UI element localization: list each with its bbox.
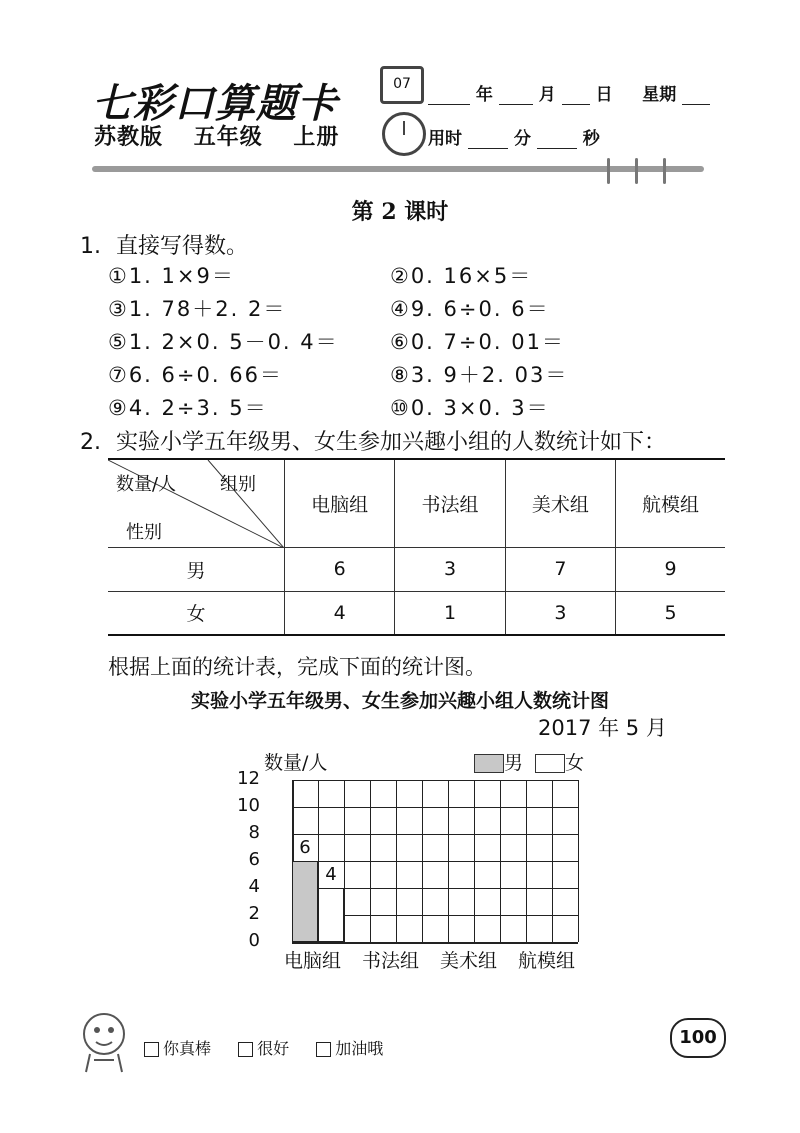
day-blank[interactable]	[562, 86, 590, 105]
chart-ylabel: 数量/人	[264, 752, 328, 774]
calendar-icon	[380, 66, 424, 104]
x-tick-label: 电脑组	[284, 950, 342, 972]
q1-prompt: 直接写得数。	[116, 234, 249, 259]
table-cell: 7	[505, 547, 615, 591]
grid-hline	[292, 834, 578, 835]
table-header-cell: 航模组	[616, 459, 725, 547]
grid-vline	[500, 780, 501, 942]
y-tick-label: 0	[248, 930, 260, 951]
bar-value-label: 6	[299, 837, 311, 858]
grid-vline	[396, 780, 397, 942]
y-tick-label: 10	[237, 795, 260, 816]
grid-vline	[448, 780, 449, 942]
calendar-day: 07	[393, 76, 411, 92]
year-label: 年	[475, 85, 493, 105]
year-blank[interactable]	[428, 86, 470, 105]
legend-male-swatch	[474, 754, 504, 773]
calc-item: ⑧3. 9＋2. 03＝	[390, 363, 569, 387]
y-tick-label: 4	[248, 876, 260, 897]
lesson-title: 第 2 课时	[351, 199, 449, 225]
minutes-label: 分	[513, 129, 531, 149]
page-number: 100	[670, 1018, 726, 1058]
edition-publisher: 苏教版	[94, 125, 164, 150]
legend-male-label: 男	[504, 752, 524, 774]
minutes-blank[interactable]	[468, 130, 508, 149]
table-cell: 9	[616, 547, 725, 591]
weekday-label: 星期	[642, 85, 677, 105]
chart-instruction: 根据上面的统计表，完成下面的统计图。	[108, 655, 486, 679]
q2-header	[80, 425, 666, 456]
calc-item: ④9. 6÷0. 6＝	[390, 297, 550, 321]
grid-hline	[292, 915, 578, 916]
y-tick-label: 12	[237, 768, 260, 789]
grid-hline	[292, 942, 578, 944]
y-tick-label: 8	[248, 822, 260, 843]
corner-quantity: 数量/人	[116, 474, 177, 495]
bar-male	[292, 861, 318, 942]
table-cell: 4	[285, 591, 395, 635]
checkbox-icon[interactable]	[144, 1042, 159, 1057]
table-row	[108, 547, 725, 591]
day-label: 日	[595, 85, 613, 105]
calc-item: ⑤1. 2×0. 5－0. 4＝	[108, 330, 339, 354]
checkbox-icon[interactable]	[316, 1042, 331, 1057]
y-tick-label: 2	[248, 903, 260, 924]
calc-item: ⑩0. 3×0. 3＝	[390, 396, 550, 420]
x-tick-label: 美术组	[440, 950, 498, 972]
table-cell: 1	[395, 591, 505, 635]
time-fill-line	[428, 124, 600, 149]
grid-hline	[292, 861, 578, 862]
legend-female-swatch	[535, 754, 565, 773]
seconds-blank[interactable]	[537, 130, 577, 149]
q1-number: 1.	[80, 234, 101, 259]
rating-label: 你真棒	[163, 1039, 212, 1058]
date-fill-line	[428, 80, 710, 105]
time-used-label: 用时	[428, 129, 462, 149]
table-cell: 6	[285, 547, 395, 591]
calc-item: ①1. 1×9＝	[108, 264, 235, 288]
grid-vline	[422, 780, 423, 942]
grid-vline	[370, 780, 371, 942]
binder-ring-icon	[607, 158, 610, 184]
binder-ring-icon	[635, 158, 638, 184]
grid-vline	[552, 780, 553, 942]
grid-hline	[292, 780, 578, 781]
binder-ring-icon	[663, 158, 666, 184]
table-header-row	[108, 459, 725, 547]
grid-vline	[578, 780, 579, 942]
x-tick-label: 书法组	[362, 950, 420, 972]
grid-hline	[292, 888, 578, 889]
table-cell: 3	[395, 547, 505, 591]
weekday-blank[interactable]	[682, 86, 710, 105]
edition-volume: 上册	[293, 125, 340, 150]
chart-title: 实验小学五年级男、女生参加兴趣小组人数统计图	[190, 690, 609, 712]
legend-female-label: 女	[565, 752, 585, 774]
clock-icon	[382, 112, 426, 156]
x-tick-label: 航模组	[518, 950, 576, 972]
rating-options	[144, 1036, 405, 1059]
bar-female	[318, 888, 344, 942]
month-blank[interactable]	[499, 86, 533, 105]
grid-hline	[292, 807, 578, 808]
rating-option[interactable]	[144, 1039, 211, 1058]
grid-vline	[474, 780, 475, 942]
edition-line	[94, 120, 361, 151]
table-corner-cell	[108, 459, 285, 547]
chart-date: 2017 年 5 月	[538, 716, 667, 740]
grid-vline	[526, 780, 527, 942]
calc-item: ③1. 78＋2. 2＝	[108, 297, 287, 321]
rating-label: 加油哦	[335, 1039, 384, 1058]
corner-gender: 性别	[126, 522, 162, 543]
table-cell: 5	[616, 591, 725, 635]
seconds-label: 秒	[582, 129, 600, 149]
stats-table	[108, 458, 725, 636]
q2-prompt: 实验小学五年级男、女生参加兴趣小组的人数统计如下：	[116, 430, 667, 455]
table-row	[108, 591, 725, 635]
header-divider	[92, 166, 704, 172]
calc-item: ⑥0. 7÷0. 01＝	[390, 330, 565, 354]
table-header-cell: 美术组	[505, 459, 615, 547]
month-label: 月	[538, 85, 556, 105]
checkbox-icon[interactable]	[238, 1042, 253, 1057]
table-cell: 3	[505, 591, 615, 635]
q2-number: 2.	[80, 430, 101, 455]
bar-value-label: 4	[325, 864, 337, 885]
table-header-cell: 电脑组	[285, 459, 395, 547]
row-label: 男	[108, 547, 285, 591]
corner-group: 组别	[220, 474, 256, 495]
table-header-cell: 书法组	[395, 459, 505, 547]
chart-legend	[474, 748, 584, 775]
calc-item: ②0. 16×5＝	[390, 264, 533, 288]
edition-grade: 五年级	[193, 125, 263, 150]
mascot-icon	[72, 1004, 136, 1076]
grid-vline	[318, 780, 319, 942]
row-label: 女	[108, 591, 285, 635]
grid-vline	[292, 780, 294, 942]
q1-header	[80, 229, 248, 260]
calc-item: ⑨4. 2÷3. 5＝	[108, 396, 268, 420]
rating-option[interactable]	[238, 1039, 289, 1058]
grid-vline	[344, 780, 345, 942]
y-tick-label: 6	[248, 849, 260, 870]
rating-option[interactable]	[316, 1039, 383, 1058]
rating-label: 很好	[257, 1039, 290, 1058]
brand-title: 七彩口算题卡	[92, 80, 338, 127]
calc-item: ⑦6. 6÷0. 66＝	[108, 363, 283, 387]
